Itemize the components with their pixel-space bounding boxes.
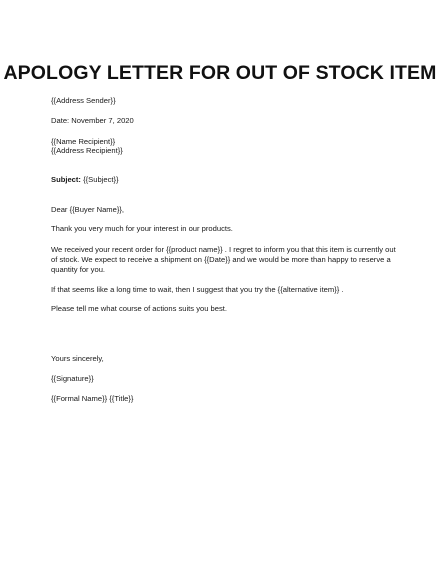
subject-line [51, 175, 119, 185]
name-recipient: {{Name Recipient}} [51, 137, 116, 146]
letter-date: Date: November 7, 2020 [51, 116, 134, 125]
formal-name-title: {{Formal Name}} {{Title}} [51, 394, 134, 403]
paragraph-thanks: Thank you very much for your interest in our products. [51, 224, 233, 233]
subject-value: {{Subject}} [80, 175, 119, 184]
address-sender: {{Address Sender}} [51, 96, 116, 105]
signature: {{Signature}} [51, 374, 94, 383]
subject-label: Subject: [51, 175, 81, 184]
address-recipient: {{Address Recipient}} [51, 146, 123, 155]
paragraph-request: Please tell me what course of actions suits you best. [51, 304, 228, 313]
paragraph-alternative: If that seems like a long time to wait, then I suggest that you try the {{alternative item}} . [51, 285, 344, 294]
document-title: APOLOGY LETTER FOR OUT OF STOCK ITEM [3, 62, 437, 84]
closing: Yours sincerely, [51, 354, 104, 363]
salutation: Dear {{Buyer Name}}, [51, 205, 125, 214]
paragraph-out-of-stock: We received your recent order for {{product name}} . I regret to inform you that this item is currently out of stock. We expect to receive a shipment on {{Date}} and we would be more than happy to reserve a quantity for you. [51, 245, 396, 275]
